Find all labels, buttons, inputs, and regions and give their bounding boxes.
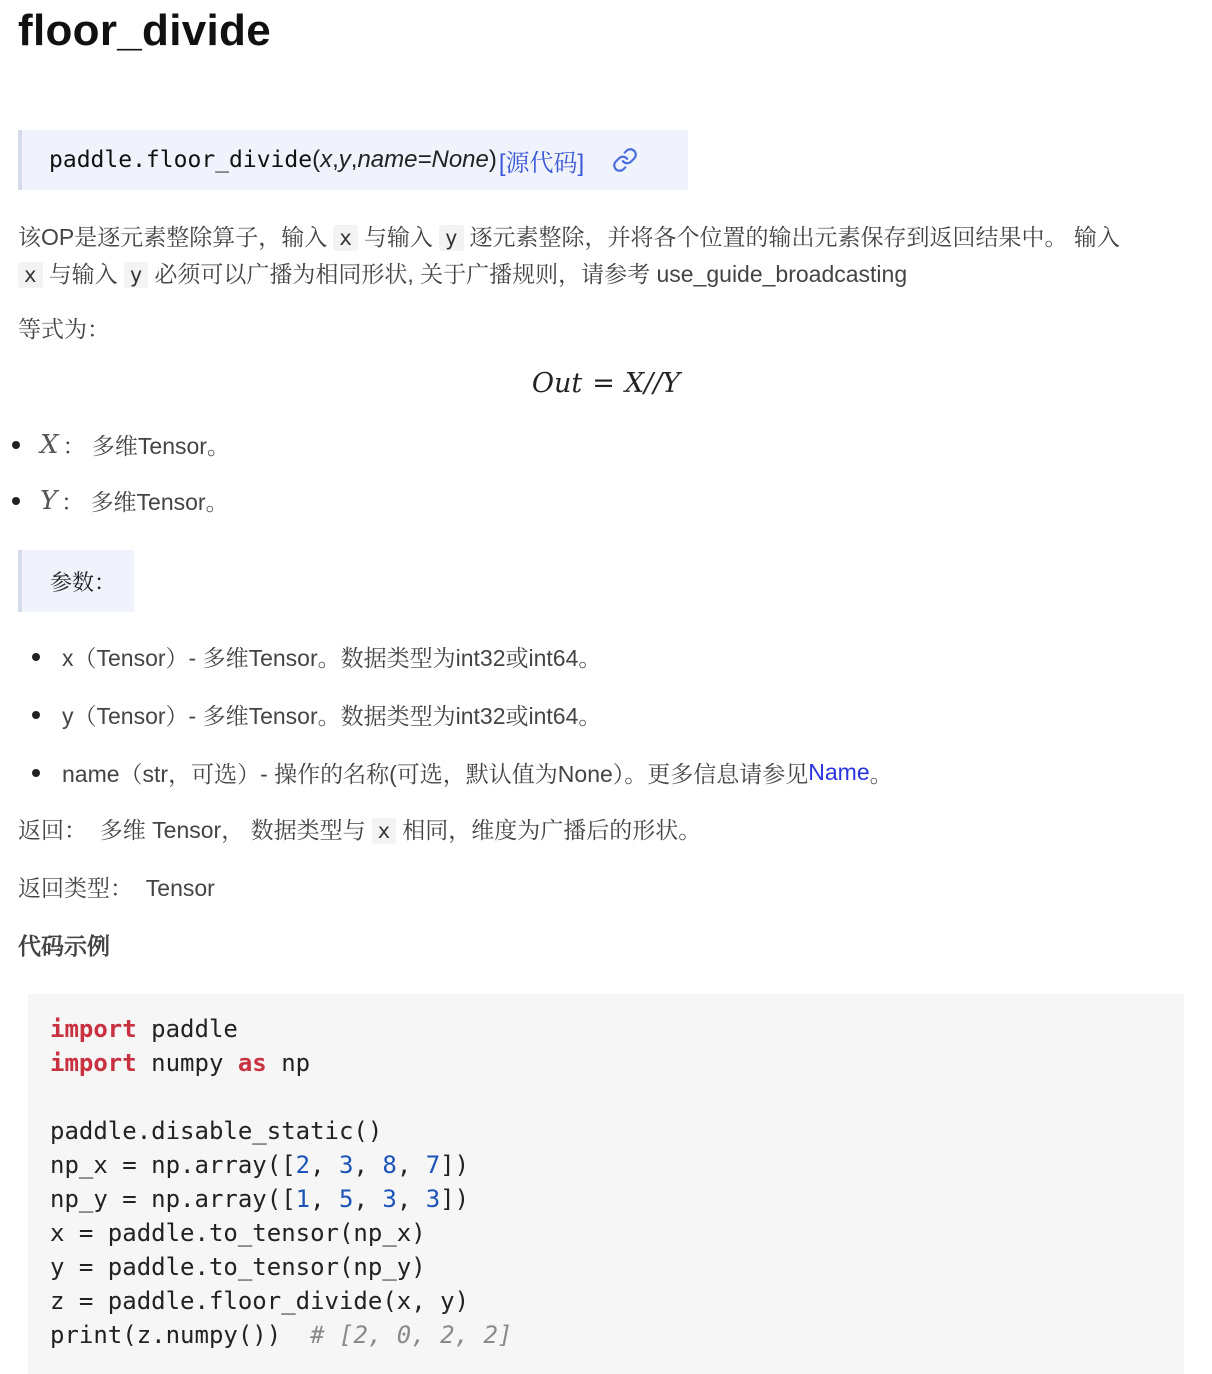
- code-number: 7: [425, 1151, 441, 1179]
- signature-func: paddle.floor_divide: [49, 147, 313, 173]
- code-comment: # [2, 0, 2, 2]: [310, 1321, 513, 1349]
- formula-intro: 等式为：: [18, 316, 110, 342]
- signature-sep: ,: [332, 146, 339, 173]
- return-type-label: 返回类型：: [18, 875, 133, 901]
- signature-close: ): [488, 146, 497, 173]
- bullet-dot: [32, 653, 40, 661]
- code-line: z = paddle.floor_divide(x, y): [50, 1287, 470, 1315]
- bullet-dot: [32, 711, 40, 719]
- code-line: print(z.numpy()): [50, 1321, 282, 1349]
- return-type: [18, 870, 215, 906]
- math-variable: X: [40, 429, 59, 460]
- signature-arg-x: x: [320, 146, 333, 173]
- param-item: [32, 756, 893, 789]
- inline-code: x: [18, 262, 43, 288]
- returns-text: 相同，维度为广播后的形状。: [402, 817, 702, 843]
- param-text: x（Tensor）- 多维Tensor。数据类型为int32或int64。: [62, 645, 602, 671]
- param-item: [32, 698, 601, 731]
- inline-code: y: [439, 225, 464, 251]
- code-example[interactable]: import paddle import numpy as np paddle.disable_static() np_x = np.array([2, 3, 8, 7]) np_y = np.array([1, 5, 3, 3]) x = paddle.to_tensor(np_x) y = paddle.to_tensor(np_y) z = paddle.floor_divide(x, y) print(z.numpy()) # [2, 0, 2, 2]: [28, 994, 1184, 1374]
- bullet-dot: [12, 497, 20, 505]
- params-heading: [18, 550, 134, 612]
- formula: [0, 368, 1212, 399]
- name-link[interactable]: Name: [808, 759, 870, 785]
- inline-code: x: [333, 225, 358, 251]
- formula-rhs: X//Y: [624, 368, 681, 399]
- description: [18, 219, 1198, 293]
- code-number: 2: [295, 1151, 311, 1179]
- code-token: ]): [440, 1185, 470, 1213]
- variable-description: ： 多维Tensor。: [62, 433, 230, 459]
- inline-code: y: [124, 262, 149, 288]
- inline-code: x: [372, 818, 397, 844]
- source-code-link[interactable]: [源代码]: [498, 149, 585, 177]
- code-number: 8: [382, 1151, 397, 1179]
- math-variable: Y: [40, 485, 58, 516]
- code-number: 1: [295, 1185, 311, 1213]
- code-line: paddle.disable_static(): [50, 1117, 383, 1145]
- description-text: 与输入: [48, 261, 118, 287]
- description-text: 必须可以广播为相同形状, 关于广播规则，请参考 use_guide_broadcasting: [154, 261, 908, 287]
- returns-text: 多维 Tensor， 数据类型与: [99, 817, 366, 843]
- example-heading: 代码示例: [18, 933, 110, 959]
- signature-open: (: [312, 146, 321, 173]
- signature-arg-name: name=None: [357, 146, 489, 173]
- bullet-dot: [12, 441, 20, 449]
- code-keyword: import: [50, 1049, 137, 1077]
- param-text: y（Tensor）- 多维Tensor。数据类型为int32或int64。: [62, 703, 602, 729]
- list-item: [12, 428, 230, 461]
- description-text: 该OP是逐元素整除算子，输入: [18, 224, 328, 250]
- code-keyword: import: [50, 1015, 137, 1043]
- code-keyword: as: [237, 1049, 267, 1077]
- code-line: y = paddle.to_tensor(np_y): [50, 1253, 426, 1281]
- bullet-dot: [32, 769, 40, 777]
- function-signature: [18, 130, 688, 190]
- description-text: 与输入: [363, 224, 433, 250]
- params-label: 参数：: [50, 569, 117, 595]
- returns-label: 返回：: [18, 817, 87, 843]
- formula-lhs: Out: [531, 368, 583, 399]
- variable-description: ： 多维Tensor。: [61, 489, 229, 515]
- code-token: np_y = np.array([: [50, 1185, 296, 1213]
- param-text: 。: [869, 761, 893, 787]
- code-number: 3: [339, 1151, 354, 1179]
- returns: [18, 812, 701, 849]
- signature-arg-y: y: [338, 146, 351, 173]
- param-item: [32, 640, 601, 673]
- return-type-value: Tensor: [145, 875, 215, 901]
- code-token: np_x = np.array([: [50, 1151, 296, 1179]
- page-title: floor_divide: [18, 6, 271, 55]
- link-icon[interactable]: [612, 147, 638, 173]
- list-item: [12, 484, 229, 517]
- code-number: 5: [339, 1185, 354, 1213]
- code-token: np: [281, 1049, 311, 1077]
- formula-eq: =: [592, 368, 615, 399]
- param-text: name（str，可选）- 操作的名称(可选，默认值为None）。更多信息请参见: [62, 761, 809, 787]
- code-token: paddle: [151, 1015, 238, 1043]
- code-number: 3: [382, 1185, 397, 1213]
- description-text: 逐元素整除，并将各个位置的输出元素保存到返回结果中。 输入: [469, 224, 1120, 250]
- code-number: 3: [425, 1185, 441, 1213]
- code-line: x = paddle.to_tensor(np_x): [50, 1219, 426, 1247]
- signature-sep: ,: [350, 146, 358, 173]
- code-token: ]): [440, 1151, 470, 1179]
- code-token: numpy: [151, 1049, 224, 1077]
